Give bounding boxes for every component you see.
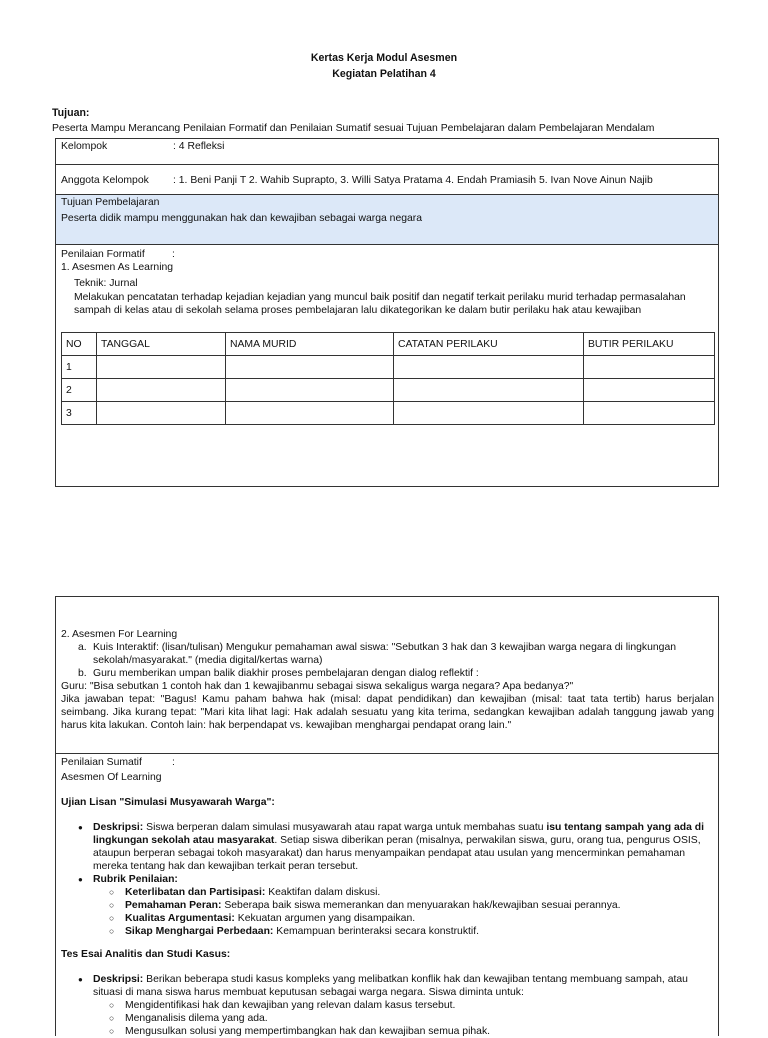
document-subtitle: Kegiatan Pelatihan 4	[332, 68, 436, 80]
kelompok-label: Kelompok	[61, 141, 108, 152]
rubrik-item-label: Keterlibatan dan Partisipasi:	[125, 887, 266, 898]
list-marker: b.	[78, 668, 87, 679]
list-item: ○ Menganalisis dilema yang ada.	[93, 1012, 714, 1025]
deskripsi-text-c: . Setiap siswa diberikan peran (misalnya, perwakilan siswa, guru, orang tua, pengurus OSIS, ataupun berperan sebagai tokoh masyarakat) dan harus menyampaikan pendapat atau usulan yang mencerminkan pemahaman mereka tentang hak dan kewajiban terkait peran tersebut.	[93, 835, 701, 872]
penilaian-formatif-label: Penilaian Formatif	[61, 249, 145, 260]
rubrik-item-text: Kekuatan argumen yang disampaikan.	[234, 913, 416, 924]
tes-esai-title: Tes Esai Analitis dan Studi Kasus:	[61, 949, 231, 960]
penilaian-sumatif-colon: :	[172, 757, 175, 768]
guru-question: Guru: "Bisa sebutkan 1 contoh hak dan 1 kewajibanmu sebagai siswa sekaligus warga negara? Apa bedanya?"	[61, 681, 574, 692]
deskripsi-label: Deskripsi:	[93, 822, 144, 833]
list-item	[93, 899, 714, 912]
row-number: 1	[62, 356, 97, 379]
table-cell	[584, 402, 715, 425]
table-header-row	[62, 333, 715, 356]
table-cell	[226, 379, 394, 402]
list-item: ○ Mengusulkan solusi yang mempertimbangkan hak dan kewajiban semua pihak.	[93, 1025, 714, 1038]
table-cell	[394, 402, 584, 425]
header-no: NO	[62, 333, 97, 356]
header-catatan-perilaku: CATATAN PERILAKU	[394, 333, 584, 356]
rubrik-label: Rubrik Penilaian:	[93, 874, 178, 885]
teknik-jurnal: Teknik: Jurnal	[74, 278, 138, 289]
table-cell	[394, 379, 584, 402]
tujuan-label: Tujuan:	[52, 107, 90, 119]
tujuan-pembelajaran-label: Tujuan Pembelajaran	[61, 197, 160, 208]
row-divider	[56, 194, 718, 195]
asesmen-for-learning-title: 2. Asesmen For Learning	[61, 629, 178, 640]
rubrik-item-text: Keaktifan dalam diskusi.	[265, 887, 381, 898]
row-number: 3	[62, 402, 97, 425]
anggota-value: : 1. Beni Panji T 2. Wahib Suprapto, 3. Willi Satya Pratama 4. Endah Pramiasih 5. Ivan Nove Ainun Najib	[173, 175, 653, 186]
row-divider	[56, 244, 718, 245]
table-row	[62, 402, 715, 425]
table-row	[62, 379, 715, 402]
table-cell	[97, 356, 226, 379]
list-item	[93, 925, 714, 938]
jurnal-description: Melakukan pencatatan terhadap kejadian kejadian yang muncul baik positif dan negatif terkait perilaku murid terhadap permasalahan sampah di kelas atau di sekolah selama proses pembelajaran lalu dikategorikan ke dalam butir perilaku hak atau kewajiban	[74, 292, 686, 316]
esai-task-list	[93, 999, 714, 1038]
deskripsi-text-bold: isu tentang sampah yang ada di lingkungan sekolah atau masyarakat	[93, 822, 705, 846]
penilaian-sumatif-section	[61, 756, 714, 1038]
ujian-lisan-list	[61, 821, 714, 938]
kuis-interaktif-text: Kuis Interaktif: (lisan/tulisan) Mengukur pemahaman awal siswa: "Sebutkan 3 hak dan 3 kewajiban warga negara di lingkungan sekolah/masyarakat." (media digital/kertas warna)	[93, 642, 677, 666]
tes-esai-list	[61, 973, 714, 1038]
rubrik-item-text: Seberapa baik siswa memerankan dan menyuarakan hak/kewajiban sesuai perannya.	[221, 900, 621, 911]
header-nama-murid: NAMA MURID	[226, 333, 394, 356]
table-cell	[584, 379, 715, 402]
list-item	[61, 973, 714, 1038]
observation-table	[61, 332, 715, 425]
esai-deskripsi-label: Deskripsi:	[93, 974, 144, 985]
jawaban-feedback: Jika jawaban tepat: "Bagus! Kamu paham bahwa hak (misal: dapat pendidikan) dan kewajiban (misal: taat tata tertib) harus berjalan seimbang. Jika kurang tepat: "Mari kita lihat lagi: Hak adalah sesuatu yang kita terima, sedangkan kewajiban adalah tanggung jawab yang harus kita lakukan. Contoh lain: hak berpendapat vs. kewajiban menghargai pendapat orang lain."	[61, 694, 714, 731]
asesmen-for-learning-section	[61, 628, 714, 732]
list-item: ○ Mengidentifikasi hak dan kewajiban yang relevan dalam kasus tersebut.	[93, 999, 714, 1012]
list-marker: a.	[78, 642, 87, 653]
list-item	[93, 912, 714, 925]
kertas-kerja-table	[55, 138, 719, 487]
deskripsi-text-a: Siswa berperan dalam simulasi musyawarah atau rapat warga untuk membahas suatu	[143, 822, 547, 833]
rubrik-item-text: Kemampuan berinteraksi secara konstruktif.	[273, 926, 480, 937]
list-item	[61, 821, 714, 873]
asesmen-of-learning: Asesmen Of Learning	[61, 772, 162, 783]
esai-deskripsi-text: Berikan beberapa studi kasus kompleks yang melibatkan konflik hak dan kewajiban tentang membuang sampah, atau situasi di mana siswa harus membuat keputusan sebagai warga negara. Siswa diminta untuk:	[93, 974, 688, 998]
document-title: Kertas Kerja Modul Asesmen	[310, 52, 458, 64]
table-cell	[97, 402, 226, 425]
rubrik-item-label: Kualitas Argumentasi:	[125, 913, 235, 924]
tujuan-text: Peserta Mampu Merancang Penilaian Formatif dan Penilaian Sumatif sesuai Tujuan Pembelajaran dalam Pembelajaran Mendalam	[52, 123, 655, 134]
kelompok-value: : 4 Refleksi	[173, 141, 225, 152]
header-tanggal: TANGGAL	[97, 333, 226, 356]
table-cell	[97, 379, 226, 402]
table-cell	[584, 356, 715, 379]
rubrik-item-label: Pemahaman Peran:	[125, 900, 222, 911]
table-cell	[226, 402, 394, 425]
row-divider	[56, 164, 718, 165]
ujian-lisan-title: Ujian Lisan "Simulasi Musyawarah Warga":	[61, 797, 275, 808]
rubrik-list	[93, 886, 714, 938]
list-item	[61, 873, 714, 938]
header-butir-perilaku: BUTIR PERILAKU	[584, 333, 715, 356]
row-number: 2	[62, 379, 97, 402]
penilaian-sumatif-label: Penilaian Sumatif	[61, 757, 142, 768]
row-divider	[56, 753, 718, 754]
asesmen-as-learning: 1. Asesmen As Learning	[61, 262, 174, 273]
list-item	[61, 641, 714, 667]
umpan-balik-text: Guru memberikan umpan balik diakhir proses pembelajaran dengan dialog reflektif :	[93, 668, 479, 679]
asesmen-continuation-table	[55, 596, 719, 1036]
list-item	[93, 886, 714, 899]
penilaian-formatif-colon: :	[172, 249, 175, 260]
list-item	[61, 667, 714, 680]
anggota-label: Anggota Kelompok	[61, 175, 149, 186]
table-cell	[226, 356, 394, 379]
rubrik-item-label: Sikap Menghargai Perbedaan:	[125, 926, 274, 937]
table-row	[62, 356, 715, 379]
for-learning-list	[61, 641, 714, 680]
tujuan-pembelajaran-text: Peserta didik mampu menggunakan hak dan kewajiban sebagai warga negara	[61, 213, 423, 224]
table-cell	[394, 356, 584, 379]
